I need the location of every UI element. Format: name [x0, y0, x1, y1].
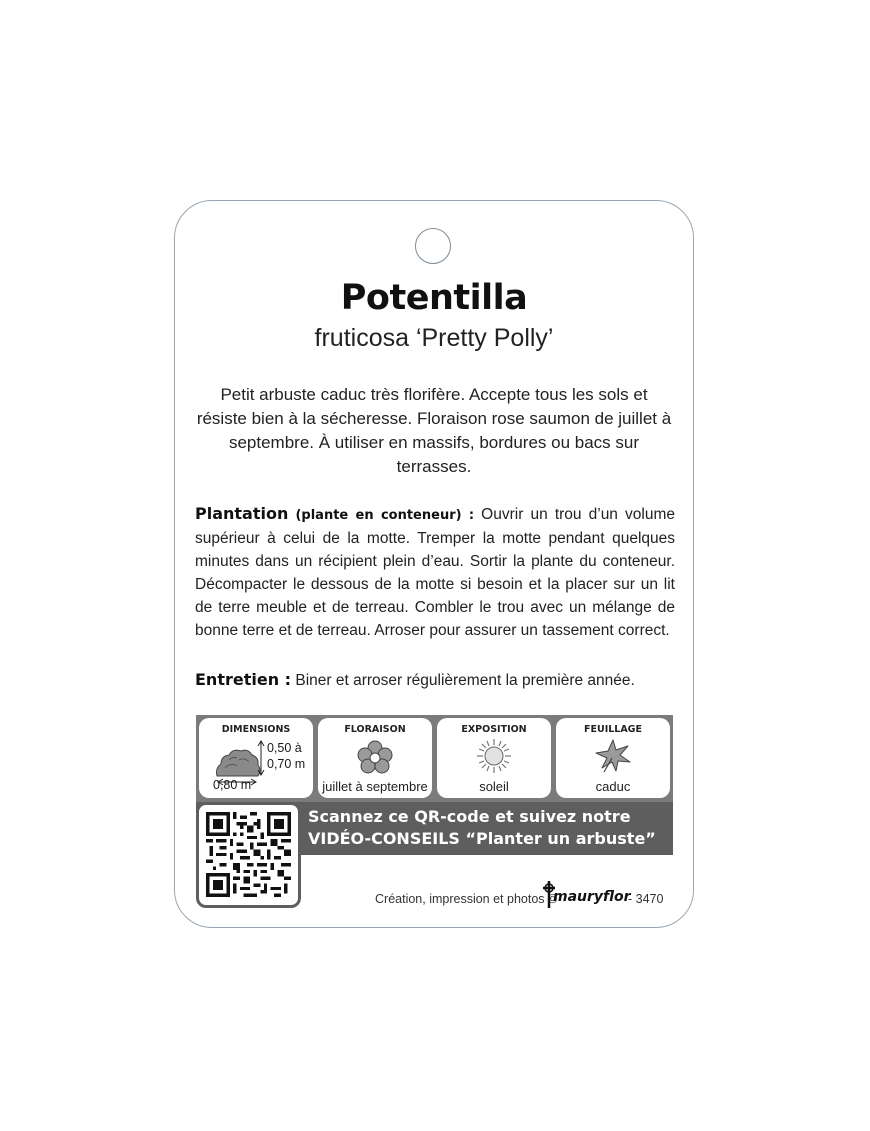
plantation-subheading: (plante en conteneur) : [295, 508, 475, 523]
feuillage-value: caduc [595, 779, 631, 794]
feuillage-label: FEUILLAGE [584, 724, 642, 735]
feuillage-box [556, 718, 670, 798]
plant-title: Potentilla [340, 278, 528, 318]
entretien-text: Biner et arroser régulièrement la première année. [291, 672, 635, 689]
floraison-box [318, 718, 432, 798]
flower-icon [357, 740, 393, 774]
hanging-hole [415, 228, 451, 264]
dimensions-height: 0,50 à [267, 741, 302, 755]
plant-subtitle: fruticosa ‘Pretty Polly’ [314, 324, 554, 352]
exposition-label: EXPOSITION [461, 724, 527, 735]
dimensions-width: 0,80 m [213, 778, 252, 792]
plantation-heading: Plantation [195, 504, 289, 523]
qr-callout-line2: VIDÉO-CONSEILS “Planter un arbuste” [308, 829, 656, 848]
footer-code: - 3470 [628, 892, 664, 906]
plantation-section [195, 502, 675, 642]
qr-code-icon[interactable] [206, 812, 291, 897]
floraison-label: FLORAISON [344, 724, 406, 735]
dimensions-box [199, 718, 313, 798]
entretien-section [195, 668, 675, 692]
dimensions-label: DIMENSIONS [221, 724, 291, 735]
plant-description: Petit arbuste caduc très florifère. Accepte tous les sols et résiste bien à la sécheresse. Floraison rose saumon de juillet à septembre. À utiliser en massifs, bordures ou bacs sur terrasses. [196, 385, 672, 476]
qr-callout [308, 806, 668, 850]
floraison-value: juillet à septembre [322, 779, 428, 794]
sun-icon [476, 738, 512, 774]
qr-callout-line1: Scannez ce QR-code et suivez notre [308, 807, 631, 826]
footer-brand: mauryflor [553, 889, 631, 905]
dimensions-height2: 0,70 m [267, 757, 306, 771]
exposition-value: soleil [479, 779, 509, 794]
qr-code-box[interactable] [196, 802, 301, 908]
exposition-box [437, 718, 551, 798]
plantation-text: Ouvrir un trou d’un volume supérieur à celui de la motte. Tremper la motte pendant quelques minutes dans un récipient plein d’eau. Sortir la plante du conteneur. Décompacter le dessous de la motte si besoin et la placer sur un lit de terre meuble et de terreau. Combler le trou avec un mélange de bonne terre et de terreau. Arroser pour assurer un tassement correct. [195, 506, 675, 639]
entretien-heading: Entretien : [195, 670, 292, 689]
footer-credit: Création, impression et photos © [375, 892, 558, 906]
leaf-icon [594, 738, 632, 774]
